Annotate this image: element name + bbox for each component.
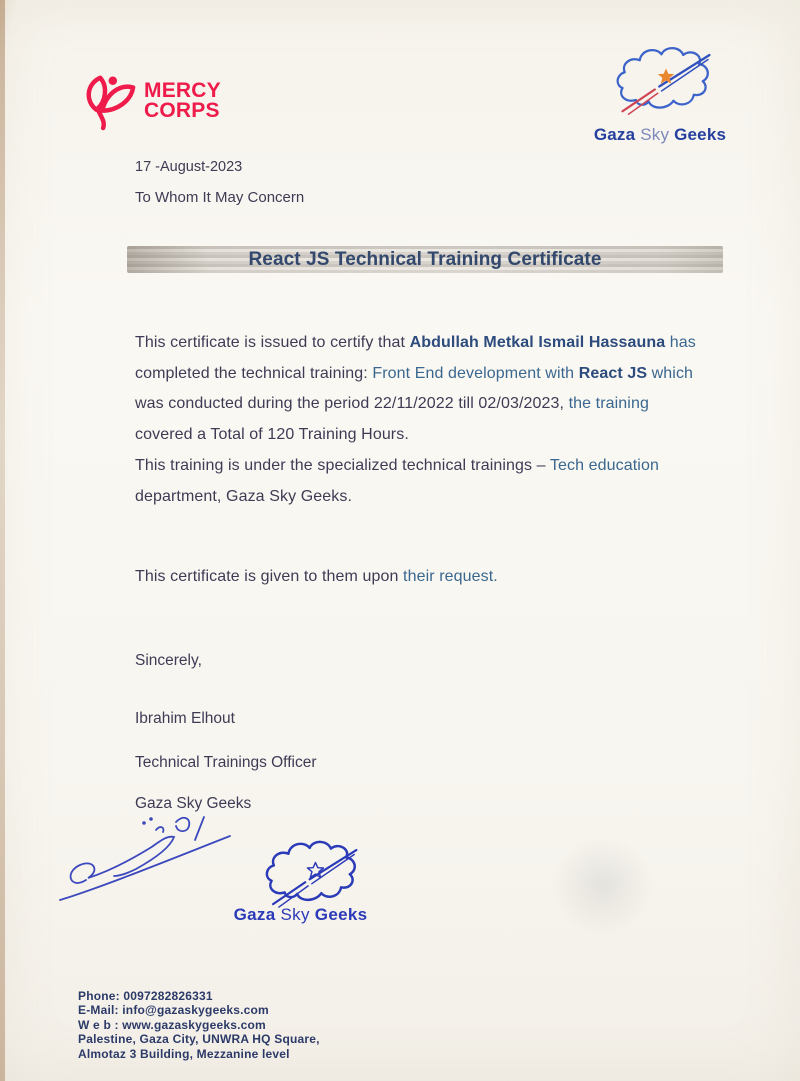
letter-date: 17 -August-2023 [135,159,243,175]
body-line: This certificate is issued to certify that Abdullah Metkal Ismail Hassauna has [135,334,696,351]
salutation: To Whom It May Concern [135,189,305,206]
mercy-corps-logo [78,70,221,132]
gsg-wordmark: Gaza Sky Geeks [593,125,727,144]
request-line: This certificate is given to them upon their request. [135,568,498,585]
scan-smudge [522,805,683,966]
gaza-sky-geeks-logo [590,40,730,145]
gsg-cloud-icon [608,40,724,118]
footer-address-2: Almotaz 3 Building, Mezzanine level [78,1046,290,1061]
body-paragraph [135,328,735,512]
signer-org: Gaza Sky Geeks [135,795,252,812]
footer-contact-block [78,989,320,1061]
footer-email: E-Mail: info@gazaskygeeks.com [78,1003,269,1018]
mercy-line: MERCY [144,79,221,102]
scan-edge-strip [0,0,5,1081]
mercy-corps-wordmark [144,81,221,121]
certificate-title: React JS Technical Training Certificate [248,248,602,270]
body-line: This training is under the specialized technical trainings – Tech education [135,456,659,474]
body-line: covered a Total of 120 Training Hours. [135,426,409,444]
stamp-cloud-icon [250,834,378,910]
body-line: was conducted during the period 22/11/2022 till 02/03/2023, the training [135,395,649,413]
body-line: completed the technical training: Front End development with React JS which [135,364,694,382]
gsg-stamp [246,834,381,910]
footer-web: W e b : www.gazaskygeeks.com [78,1017,266,1032]
mercy-corps-leaf-icon [78,70,136,132]
stamp-wordmark: Gaza Sky Geeks [233,905,368,924]
signer-role: Technical Trainings Officer [135,754,317,771]
closing-sincerely: Sincerely, [135,652,202,669]
body-line: department, Gaza Sky Geeks. [135,487,353,505]
title-highlight-band [127,246,723,273]
footer-address-1: Palestine, Gaza City, UNWRA HQ Square, [78,1032,320,1047]
footer-phone: Phone: 0097282826331 [78,989,213,1003]
corps-line: CORPS [144,99,220,122]
signer-name: Ibrahim Elhout [135,710,235,727]
